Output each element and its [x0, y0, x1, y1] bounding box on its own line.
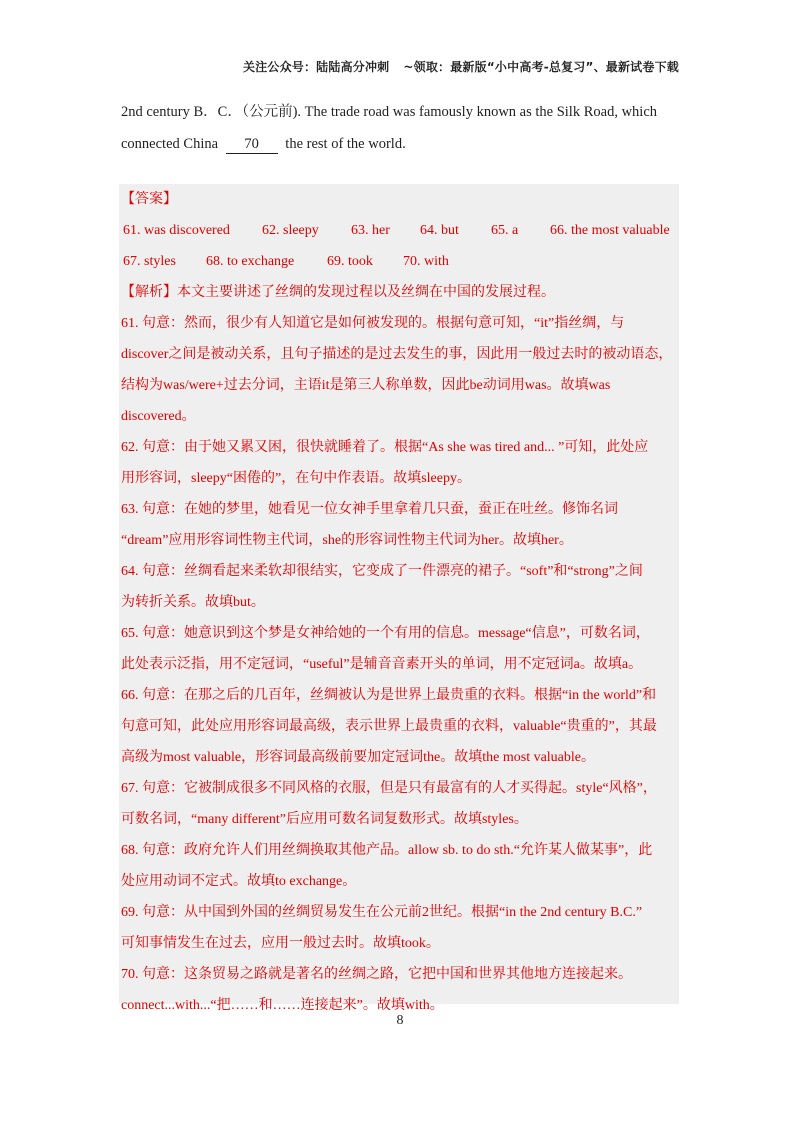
answer-66: 66. the most valuable	[550, 223, 670, 238]
analysis-item-61	[121, 308, 677, 432]
analysis-line: 此处表示泛指，用不定冠词，“useful”是辅音音素开头的单词，用不定冠词a。故填a。	[121, 657, 643, 672]
passage-line-2	[121, 128, 681, 160]
blank-70: 70	[226, 135, 278, 154]
analysis-line: 66. 句意：在那之后的几百年，丝绸被认为是世界上最贵重的衣料。根据“in the world”和	[121, 688, 657, 703]
answer-63: 63. her	[351, 223, 390, 238]
analysis-line: 70. 句意：这条贸易之路就是著名的丝绸之路，它把中国和世界其他地方连接起来。	[121, 967, 632, 982]
analysis-item-70	[121, 959, 677, 1021]
answer-68: 68. to exchange	[206, 254, 295, 269]
passage-text	[121, 96, 681, 160]
analysis-line: 63. 句意：在她的梦里，她看见一位女神手里拿着几只蚕，蚕正在吐丝。修饰名词	[121, 502, 618, 517]
passage-line-2-before: connected China	[121, 136, 219, 152]
answer-section	[119, 184, 679, 1013]
header-download-text: ~领取：最新版“小中高考-总复习”、最新试卷下载	[403, 60, 679, 74]
analysis-item-66	[121, 680, 677, 773]
analysis-line: 高级为most valuable，形容词最高级前要加定冠词the。故填the most valuable。	[121, 750, 596, 765]
analysis-item-64	[121, 556, 677, 618]
analysis-heading: 【解析】本文主要讲述了丝绸的发现过程以及丝绸在中国的发展过程。	[121, 285, 555, 300]
analysis-line: 为转折关系。故填but。	[121, 595, 265, 610]
answer-67: 67. styles	[123, 254, 176, 269]
analysis-line: discover之间是被动关系，且句子描述的是过去发生的事，因此用一般过去时的被动语态，	[121, 347, 673, 362]
passage-line-2-after: the rest of the world.	[285, 136, 406, 152]
analysis-line: 可数名词，“many different”后应用可数名词复数形式。故填styles。	[121, 812, 528, 827]
answer-69: 69. took	[327, 254, 373, 269]
analysis-line: 65. 句意：她意识到这个梦是女神给她的一个有用的信息。message“信息”，可数名词，	[121, 626, 650, 641]
analysis-item-63	[121, 494, 677, 556]
analysis-line: 用形容词，sleepy“困倦的”，在句中作表语。故填sleepy。	[121, 471, 471, 486]
answer-70: 70. with	[403, 254, 449, 269]
page-header	[243, 58, 679, 75]
analysis-line: 69. 句意：从中国到外国的丝绸贸易发生在公元前2世纪。根据“in the 2nd century B.C.”	[121, 905, 643, 920]
answer-row-2	[121, 246, 677, 277]
header-wechat-text: 关注公众号：陆陆高分冲刺	[242, 60, 390, 74]
answer-62: 62. sleepy	[262, 223, 319, 238]
analysis-item-65	[121, 618, 677, 680]
page-number: 8	[396, 1013, 404, 1028]
analysis-line: 64. 句意：丝绸看起来柔软却很结实，它变成了一件漂亮的裙子。“soft”和“strong”之间	[121, 564, 643, 579]
analysis-line: 句意可知，此处应用形容词最高级，表示世界上最贵重的衣料，valuable“贵重的”，其最	[121, 719, 657, 734]
answer-64: 64. but	[420, 223, 459, 238]
analysis-line: 67. 句意：它被制成很多不同风格的衣服，但是只有最富有的人才买得起。style“风格”，	[121, 781, 657, 796]
analysis-line: connect...with...“把……和……连接起来”。故填with。	[121, 998, 444, 1013]
analysis-item-62	[121, 432, 677, 494]
analysis-line: 62. 句意：由于她又累又困，很快就睡着了。根据“As she was tired and... ”可知，此处应	[121, 440, 649, 455]
answer-65: 65. a	[491, 223, 519, 238]
analysis-line: 结构为was/were+过去分词，主语it是第三人称单数，因此be动词用was。故填was	[121, 378, 611, 393]
passage-line-1: 2nd century B．C．（公元前). The trade road was famously known as the Silk Road, which	[121, 104, 658, 120]
analysis-line: 68. 句意：政府允许人们用丝绸换取其他产品。allow sb. to do sth.“允许某人做某事”，此	[121, 843, 653, 858]
answer-heading: 【答案】	[121, 192, 177, 207]
analysis-line: 61. 句意：然而，很少有人知道它是如何被发现的。根据句意可知，“it”指丝绸，与	[121, 316, 625, 331]
analysis-item-67	[121, 773, 677, 835]
analysis-line: 可知事情发生在过去，应用一般过去时。故填took。	[121, 936, 440, 951]
analysis-line: “dream”应用形容词性物主代词，she的形容词性物主代词为her。故填her。	[121, 533, 573, 548]
analysis-items	[121, 308, 677, 1021]
analysis-item-68	[121, 835, 677, 897]
analysis-line: 处应用动词不定式。故填to exchange。	[121, 874, 357, 889]
analysis-line: discovered。	[121, 409, 196, 424]
answer-61: 61. was discovered	[123, 223, 230, 238]
analysis-item-69	[121, 897, 677, 959]
answer-row-1	[121, 215, 677, 246]
